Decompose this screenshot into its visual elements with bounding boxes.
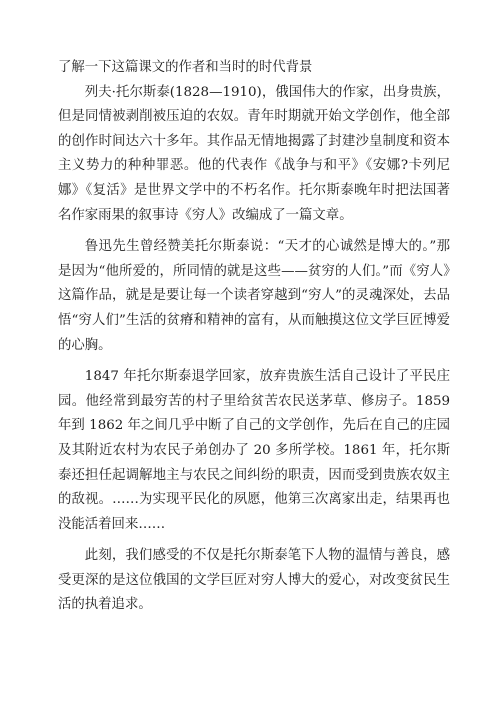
paragraph-tolstoy-life: 1847 年托尔斯泰退学回家，放弃贵族生活自己设计了平民庄园。他经常到最穷苦的村子里给贫苦农民送茅草、修房子。1859 年到 1862 年之间几乎中断了自己的文学创作，先后在自己的庄园及其附近农村为农民子弟创办了 20 多所学校。1861 年，托尔斯泰还担任起调解地主与农民之间纠纷的职责，因而受到贵族农奴主的敌视。……为实现平民化的夙愿，他第三次离家出走，结果再也没能活着回来…… xyxy=(58,369,450,532)
paragraph-author-intro: 列夫·托尔斯泰(1828—1910)，俄国伟大的作家，出身贵族，但是同情被剥削被压迫的农奴。青年时期就开始文学创作，他全部的创作时间达六十多年。其作品无情地揭露了封建沙皇制度和资本主义势力的种种罪恶。他的代表作《战争与和平》《安娜?卡列尼娜》《复活》是世界文学中的不朽名作。托尔斯泰晚年时把法国著名作家雨果的叙事诗《穷人》改编成了一篇文章。 xyxy=(58,84,450,223)
paragraph-lu-xun-praise: 鲁迅先生曾经赞美托尔斯泰说：“天才的心诚然是博大的。”那是因为“他所爱的，所同情的就是这些——贫穷的人们。”而《穷人》这篇作品，就是是要让每一个读者穿越到“穷人”的灵魂深处，去品悟“穷人们”生活的贫瘠和精神的富有，从而触摸这位文学巨匠博爱的心胸。 xyxy=(58,239,450,353)
section-heading: 了解一下这篇课文的作者和当时的时代背景 xyxy=(58,60,313,75)
document-page xyxy=(58,56,450,625)
paragraph-reflection: 此刻，我们感受的不仅是托尔斯泰笔下人物的温情与善良，感受更深的是这位俄国的文学巨匠对穷人博大的爱心，对改变贫民生活的执着追求。 xyxy=(58,548,450,613)
